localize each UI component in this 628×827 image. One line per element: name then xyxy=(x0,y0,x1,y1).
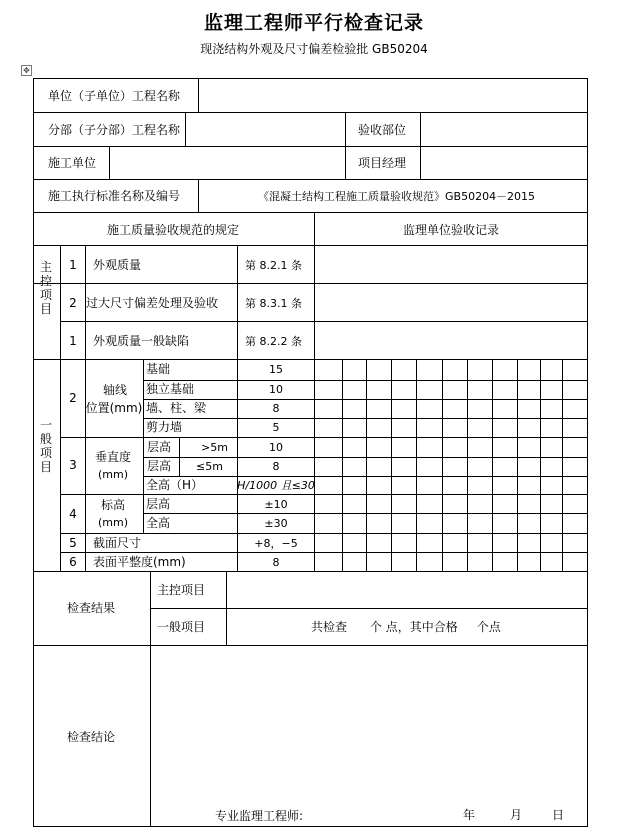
sub-item-label: 墙、柱、梁 xyxy=(146,401,207,415)
result-general-value: 共检查 个 点，其中合格 个点 xyxy=(311,620,501,634)
allowable-value: 15 xyxy=(269,363,283,376)
sub-item-label: 剪力墙 xyxy=(146,420,183,434)
allowable-value: 10 xyxy=(269,441,283,454)
date-year-label: 年 xyxy=(463,808,476,822)
item-clause: 第 8.2.2 条 xyxy=(245,335,302,348)
item-name-unit: 位置(mm) xyxy=(85,401,143,415)
general-group-label: 一般项目 xyxy=(39,418,52,474)
sub-item-label: 层高 xyxy=(147,440,172,454)
item-clause: 第 8.3.1 条 xyxy=(245,297,302,310)
allowable-value: +8，−5 xyxy=(254,537,298,550)
allowable-value: 10 xyxy=(269,383,283,396)
allowable-value: 8 xyxy=(272,556,280,569)
item-name: 轴线 xyxy=(102,383,128,397)
item-name-unit: (mm) xyxy=(97,468,129,481)
main-control-group-label: 主控项目 xyxy=(39,260,52,316)
allowable-value: 8 xyxy=(272,402,280,415)
item-name: 表面平整度(mm) xyxy=(93,555,186,569)
unit-project-name-label: 单位（子单位）工程名称 xyxy=(48,89,181,103)
inspection-conclusion-label: 检查结论 xyxy=(66,730,116,744)
item-number: 2 xyxy=(69,391,77,405)
table-move-handle-icon[interactable]: ✥ xyxy=(21,65,32,76)
supervising-engineer-label: 专业监理工程师: xyxy=(215,809,304,823)
item-number: 6 xyxy=(69,555,77,569)
division-project-name-label: 分部（子分部）工程名称 xyxy=(48,123,181,137)
record-column-header: 监理单位验收记录 xyxy=(402,223,500,237)
date-month-label: 月 xyxy=(510,808,523,822)
allowable-value: 8 xyxy=(272,460,280,473)
sub-item-condition: >5m xyxy=(201,441,228,454)
allowable-value: ±30 xyxy=(264,517,288,530)
item-name: 截面尺寸 xyxy=(93,536,142,550)
item-name: 垂直度 xyxy=(94,450,132,464)
item-number: 4 xyxy=(69,507,77,521)
construction-unit-label: 施工单位 xyxy=(48,156,97,170)
item-name: 外观质量 xyxy=(93,258,142,272)
item-number: 1 xyxy=(69,258,77,272)
spec-column-header: 施工质量验收规范的规定 xyxy=(106,223,240,237)
item-clause: 第 8.2.1 条 xyxy=(245,259,302,272)
sub-item-label: 独立基础 xyxy=(146,382,195,396)
document-subtitle: 现浇结构外观及尺寸偏差检验批 GB50204 xyxy=(200,42,428,56)
result-main-control-label: 主控项目 xyxy=(157,583,206,597)
allowable-value: H/1000 且≤30 xyxy=(237,479,315,492)
document-title: 监理工程师平行检查记录 xyxy=(203,12,424,34)
acceptance-part-label: 验收部位 xyxy=(358,123,407,137)
sub-item-label: 层高 xyxy=(146,497,171,511)
item-number: 5 xyxy=(69,536,77,550)
project-manager-label: 项目经理 xyxy=(358,156,407,170)
item-number: 2 xyxy=(69,296,77,310)
sub-item-label: 基础 xyxy=(146,362,171,376)
standard-name-label: 施工执行标准名称及编号 xyxy=(48,189,181,203)
inspection-result-label: 检查结果 xyxy=(66,601,116,615)
item-number: 3 xyxy=(69,458,77,472)
result-general-label: 一般项目 xyxy=(157,620,206,634)
sub-item-label: 全高（H） xyxy=(146,478,204,492)
allowable-value: ±10 xyxy=(264,498,288,511)
date-day-label: 日 xyxy=(552,808,565,822)
item-name: 外观质量一般缺陷 xyxy=(93,334,190,348)
sub-item-condition: ≤5m xyxy=(196,460,223,473)
item-number: 1 xyxy=(69,334,77,348)
item-name: 过大尺寸偏差处理及验收 xyxy=(86,296,219,310)
standard-name-value: 《混凝土结构工程施工质量验收规范》GB50204－2015 xyxy=(258,190,536,203)
inspection-record-table xyxy=(33,78,588,827)
item-name: 标高 xyxy=(100,498,126,512)
sub-item-label: 全高 xyxy=(146,516,171,530)
item-name-unit: (mm) xyxy=(97,516,129,529)
sub-item-label: 层高 xyxy=(147,459,172,473)
allowable-value: 5 xyxy=(272,421,280,434)
